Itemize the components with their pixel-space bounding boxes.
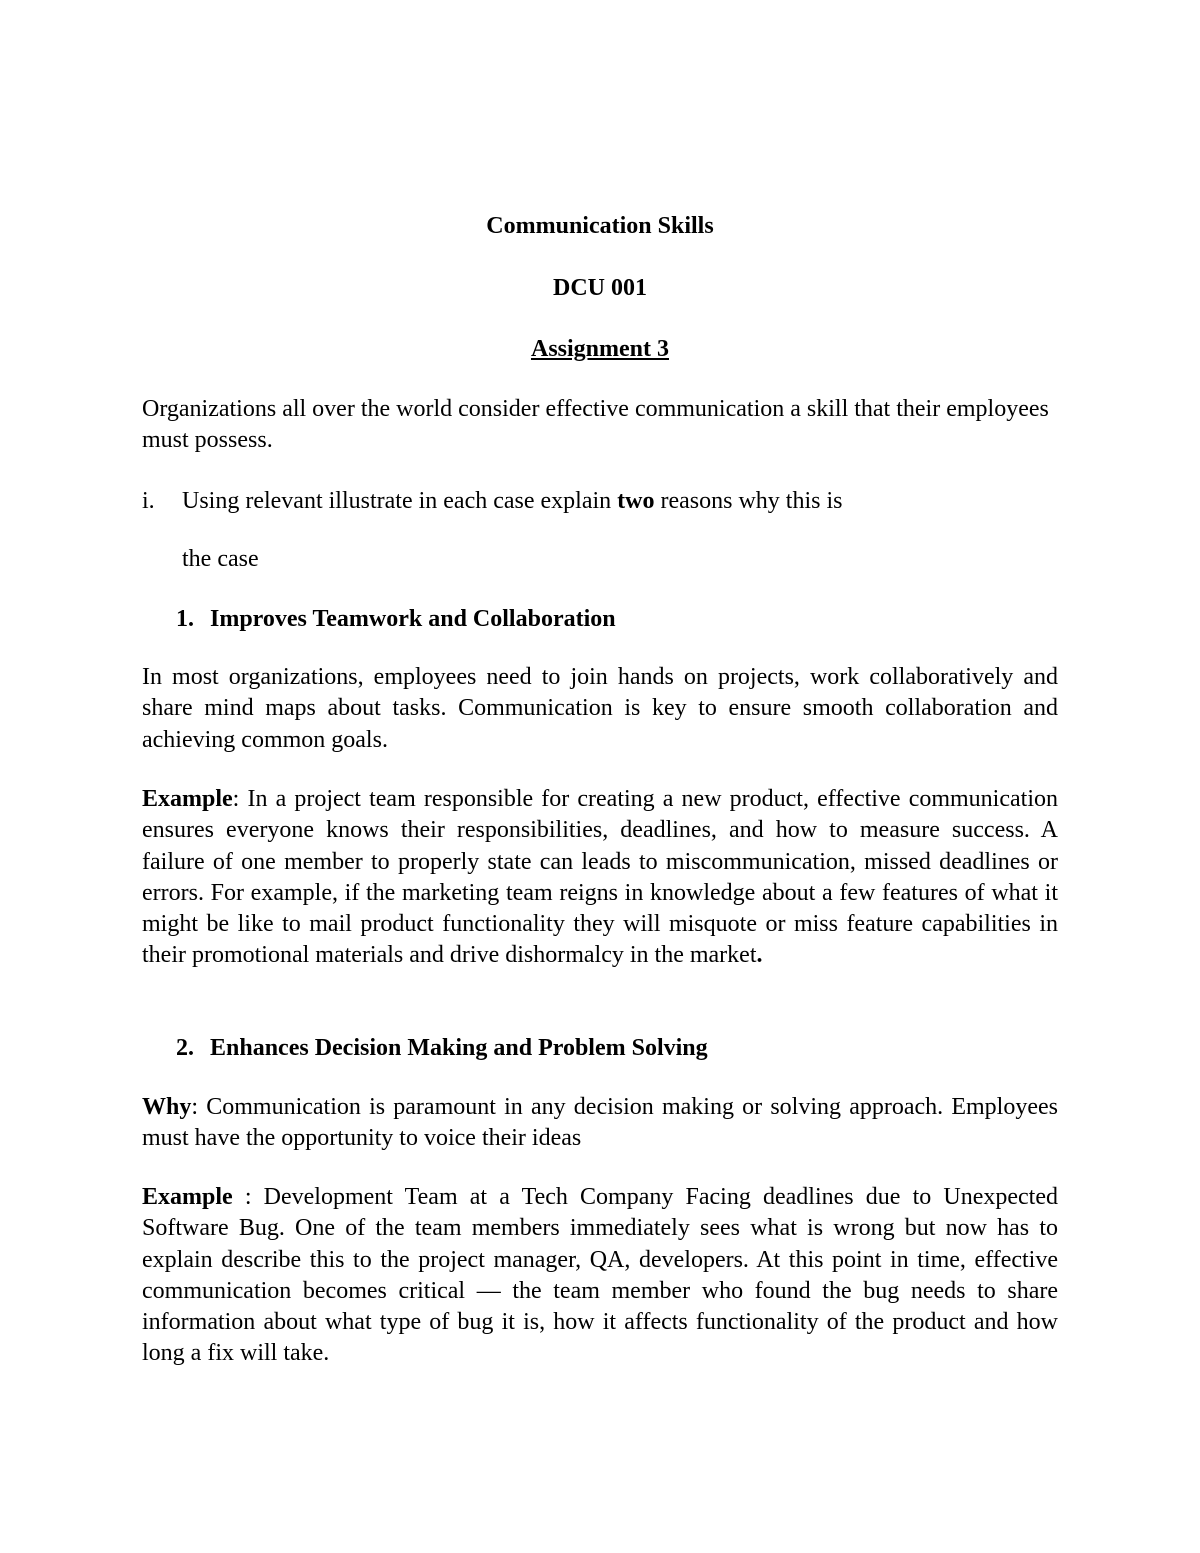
section-1-example-text: In a project team responsible for creating a new product, effective communication ensures everyone knows their responsibilities, deadlines, and how to measure success. A failure of one member to properly state can leads to miscommunication, missed deadlines or errors. For example, if the marketing team reigns in knowledge about a few features of what it might be like to mail product functionality they will misquote or miss feature capabilities in their promotional materials and drive dishormalcy in the market (142, 786, 1058, 969)
section-1-example-end: . (756, 942, 763, 969)
section-2-title: Enhances Decision Making and Problem Solving (210, 1035, 708, 1061)
document-title: Communication Skills (486, 213, 714, 239)
section-1-title: Improves Teamwork and Collaboration (210, 606, 616, 632)
question-text-after: reasons why this is (654, 488, 843, 514)
section-2-why (142, 1092, 1058, 1155)
question-line (142, 485, 843, 517)
question-text-before: Using relevant illustrate in each case explain (182, 488, 618, 514)
course-code: DCU 001 (553, 275, 647, 301)
section-2-why-text: Communication is paramount in any decision making or solving approach. Employees must have the opportunity to voice their ideas (142, 1094, 1058, 1152)
question-text-bold: two (617, 488, 655, 514)
question-continuation: the case (182, 546, 259, 572)
section-2-example-text: Development Team at a Tech Company Facing deadlines due to Unexpected Software Bug. One of the team members immediately sees what is wrong but now has to explain describe this to the project manager, QA, developers. At this point in time, effective communication becomes critical — the team member who found the bug needs to share information about what type of bug it is, how it affects functionality of the product and how long a fix will take. (142, 1184, 1059, 1367)
section-1-example (142, 784, 1058, 972)
section-2-example-label: Example (142, 1184, 233, 1210)
section-1-example-sep: : (232, 786, 240, 812)
section-1-number: 1. (176, 606, 194, 632)
intro-paragraph: Organizations all over the world consider effective communication a skill that their employees must possess. (142, 396, 1049, 454)
section-2-example (142, 1182, 1058, 1370)
section-2-number: 2. (176, 1035, 194, 1061)
section-2-heading (176, 1032, 708, 1064)
section-2-example-sep: : (232, 1184, 252, 1210)
assignment-heading: Assignment 3 (530, 336, 669, 362)
question-marker: i. (142, 488, 155, 514)
section-1-heading (176, 603, 616, 635)
section-1-example-label: Example (142, 786, 233, 812)
section-1-body: In most organizations, employees need to join hands on projects, work collaboratively and share mind maps about tasks. Communication is key to ensure smooth collaboration and achieving common goals. (142, 664, 1058, 753)
section-2-why-label: Why (142, 1094, 192, 1120)
assignment-heading-wrap (0, 333, 1200, 365)
section-2-why-sep: : (191, 1094, 199, 1120)
